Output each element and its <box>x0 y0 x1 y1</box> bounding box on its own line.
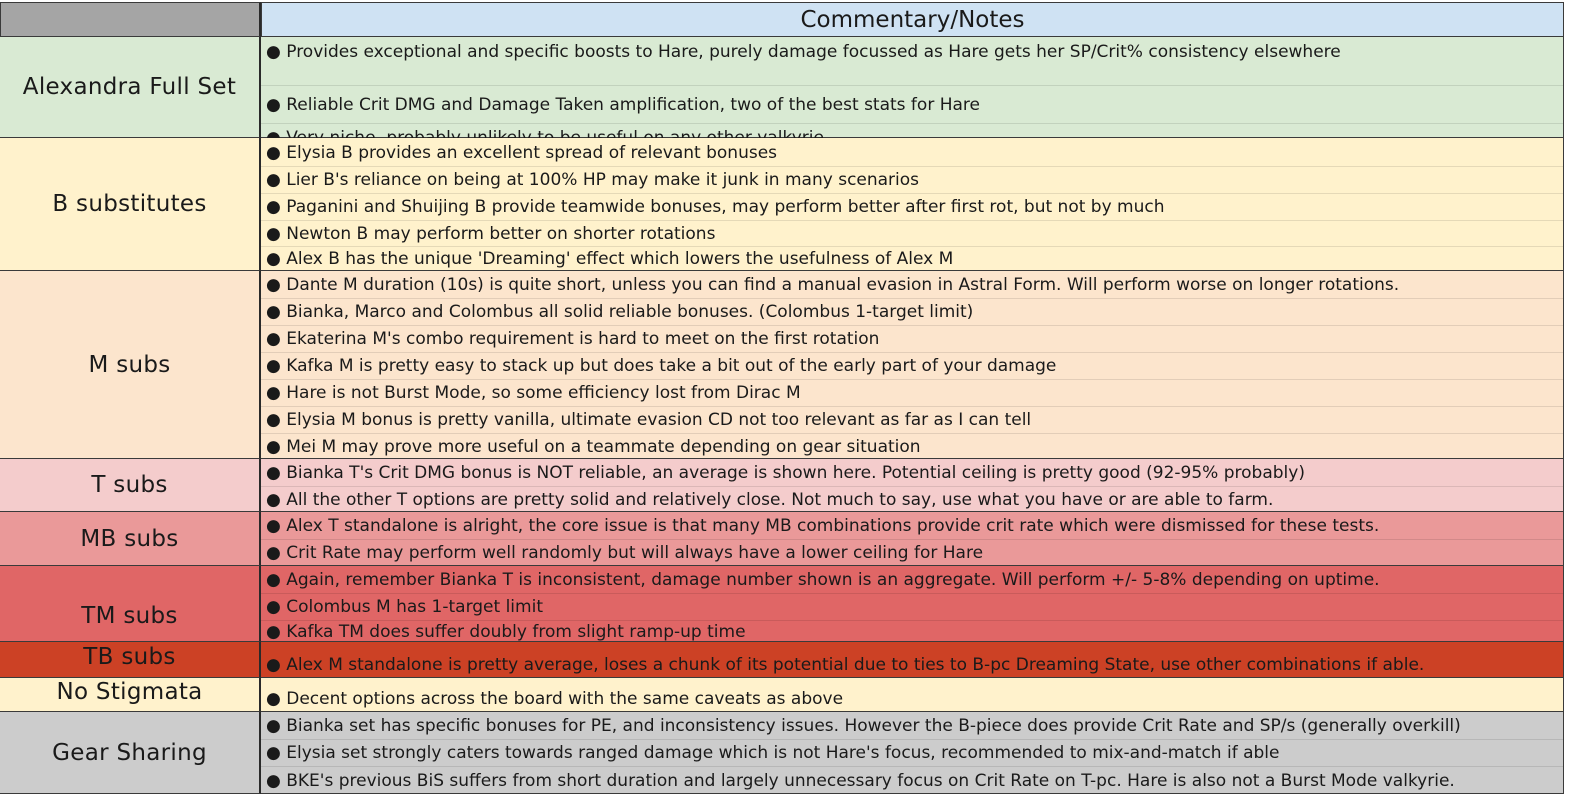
header-title: Commentary/Notes <box>800 6 1025 33</box>
note-line[interactable]: ● Provides exceptional and specific boosts to Hare, purely damage focussed as Hare gets her SP/Crit% consistency elsewhere <box>266 42 1341 62</box>
row-label-text: No Stigmata <box>56 679 203 705</box>
note-line[interactable]: ● Lier B's reliance on being at 100% HP may make it junk in many scenarios <box>261 166 1563 193</box>
row-label-text: Gear Sharing <box>52 739 207 766</box>
row-label-text: MB subs <box>80 525 179 552</box>
note-line[interactable]: ● Hare is not Burst Mode, so some efficiency lost from Dirac M <box>261 379 1563 406</box>
note-line[interactable]: ● Elysia set strongly caters towards ranged damage which is not Hare's focus, recommended to mix-and-match if able <box>261 739 1563 766</box>
note-line[interactable]: ● Mei M may prove more useful on a teammate depending on gear situation <box>261 433 1563 459</box>
row-label-text: M subs <box>88 351 171 378</box>
row-label-text: TB subs <box>83 644 176 670</box>
notes-cell-tm-subs <box>261 566 1564 642</box>
note-line[interactable]: ● Alex T standalone is alright, the core issue is that many MB combinations provide crit rate which were dismissed for these tests. <box>266 516 1380 536</box>
note-line[interactable]: ● Paganini and Shuijing B provide teamwide bonuses, may perform better after first rot, but not by much <box>261 193 1563 220</box>
note-line[interactable]: ● Bianka set has specific bonuses for PE, and inconsistency issues. However the B-piece does provide Crit Rate and SP/s (generally overkill) <box>266 716 1461 736</box>
note-line[interactable]: ● Dante M duration (10s) is quite short, unless you can find a manual evasion in Astral Form. Will perform worse on longer rotations. <box>266 275 1400 295</box>
row-label-alexandra-full-set[interactable] <box>0 37 261 138</box>
row-label-tm-subs[interactable] <box>0 566 261 642</box>
row-label-t-subs[interactable] <box>0 459 261 512</box>
note-line[interactable]: ● All the other T options are pretty solid and relatively close. Not much to say, use what you have or are able to farm. <box>261 486 1563 512</box>
notes-cell-tb-subs <box>261 642 1564 678</box>
notes-cell-b-substitutes <box>261 138 1564 271</box>
header-commentary-cell[interactable] <box>261 2 1564 37</box>
note-line[interactable]: ● Kafka TM does suffer doubly from slight ramp-up time <box>261 620 1563 642</box>
row-label-text: T subs <box>91 472 168 498</box>
note-line[interactable]: ● Alex M standalone is pretty average, loses a chunk of its potential due to ties to B-pc Dreaming State, use other combinations if able. <box>266 655 1425 675</box>
notes-cell-alexandra-full-set <box>261 37 1564 138</box>
note-line[interactable]: ● Again, remember Bianka T is inconsistent, damage number shown is an aggregate. Will perform +/- 5-8% depending on uptime. <box>266 570 1380 590</box>
row-label-text: Alexandra Full Set <box>22 74 237 100</box>
notes-cell-t-subs <box>261 459 1564 512</box>
row-label-gear-sharing[interactable] <box>0 712 261 794</box>
note-line[interactable]: ● Colombus M has 1-target limit <box>261 593 1563 620</box>
note-line[interactable]: ● Bianka, Marco and Colombus all solid reliable bonuses. (Colombus 1-target limit) <box>261 298 1563 325</box>
note-line[interactable]: ● Alex B has the unique 'Dreaming' effect which lowers the usefulness of Alex M <box>261 246 1563 271</box>
note-line[interactable]: ● Kafka M is pretty easy to stack up but does take a bit out of the early part of your damage <box>261 352 1563 379</box>
header-blank-cell[interactable] <box>0 2 261 37</box>
note-line[interactable]: ● Elysia B provides an excellent spread of relevant bonuses <box>266 143 778 163</box>
row-label-no-stigmata[interactable] <box>0 678 261 712</box>
note-line[interactable]: ● Crit Rate may perform well randomly but will always have a lower ceiling for Hare <box>261 539 1563 566</box>
row-label-m-subs[interactable] <box>0 271 261 459</box>
note-line[interactable]: ● Elysia M bonus is pretty vanilla, ultimate evasion CD not too relevant as far as I can tell <box>261 406 1563 433</box>
row-label-mb-subs[interactable] <box>0 512 261 566</box>
row-label-text: TM subs <box>81 603 178 629</box>
row-label-b-substitutes[interactable] <box>0 138 261 271</box>
note-line[interactable]: ● Ekaterina M's combo requirement is hard to meet on the first rotation <box>261 325 1563 352</box>
notes-cell-gear-sharing <box>261 712 1564 794</box>
note-line[interactable]: ● Decent options across the board with the same caveats as above <box>266 689 844 709</box>
row-label-tb-subs[interactable] <box>0 642 261 678</box>
notes-cell-no-stigmata <box>261 678 1564 712</box>
notes-cell-m-subs <box>261 271 1564 459</box>
note-line[interactable]: ● Bianka T's Crit DMG bonus is NOT reliable, an average is shown here. Potential ceiling is pretty good (92-95% probably) <box>266 463 1305 483</box>
note-line[interactable]: ● Reliable Crit DMG and Damage Taken amplification, two of the best stats for Hare <box>261 85 1563 123</box>
row-label-text: B substitutes <box>52 191 207 217</box>
notes-cell-mb-subs <box>261 512 1564 566</box>
note-line[interactable]: ● BKE's previous BiS suffers from short duration and largely unnecessary focus on Crit Rate on T-pc. Hare is also not a Burst Mode valkyrie. <box>261 766 1563 794</box>
note-line[interactable]: ● Newton B may perform better on shorter rotations <box>261 220 1563 246</box>
